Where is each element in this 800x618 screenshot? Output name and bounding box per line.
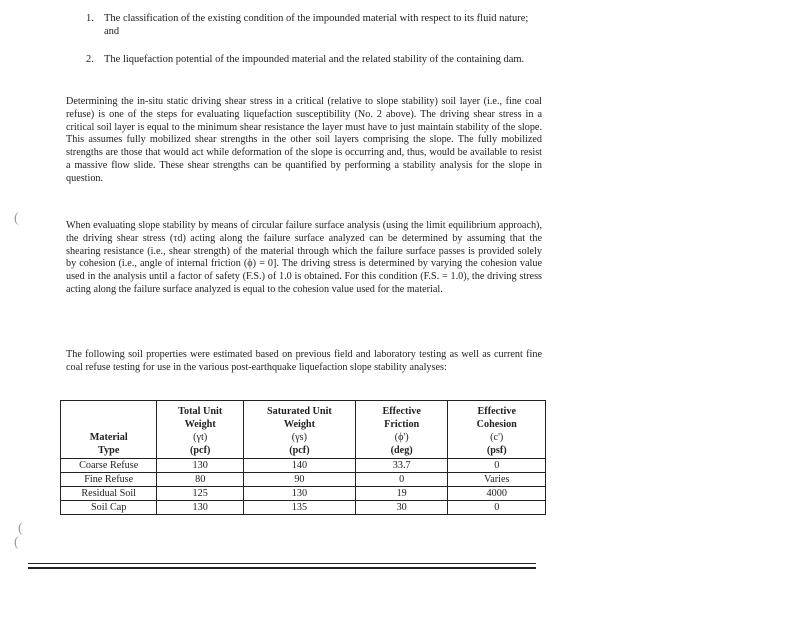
cell-saturated-unit-weight: 140 — [243, 459, 355, 473]
cell-total-unit-weight: 130 — [157, 501, 244, 515]
margin-mark: ( — [14, 211, 19, 226]
table-header-row — [61, 401, 546, 459]
cell-effective-friction: 0 — [355, 473, 448, 487]
footer-rule — [28, 563, 536, 564]
cell-effective-friction: 19 — [355, 487, 448, 501]
footer-rule — [28, 567, 536, 569]
cell-effective-cohesion: 0 — [448, 459, 546, 473]
list-text: The liquefaction potential of the impounded material and the related stability of the containing dam. — [104, 54, 525, 65]
cell-material: Soil Cap — [61, 501, 157, 515]
cell-effective-friction: 33.7 — [355, 459, 448, 473]
cell-total-unit-weight: 130 — [157, 459, 244, 473]
header-effective-cohesion: Effective Cohesion (c') (psf) — [448, 401, 546, 459]
cell-effective-cohesion: 4000 — [448, 487, 546, 501]
soil-properties-table — [60, 400, 546, 515]
list-number: 1. — [86, 13, 94, 24]
header-effective-friction: Effective Friction (ϕ') (deg) — [355, 401, 448, 459]
paragraph-slope-stability: When evaluating slope stability by means of circular failure surface analysis (using the limit equilibrium approach), the driving shear stress (τd) acting along the failure surface analyzed can be determined by assuming that the shearing resistance (i.e., shear strength) of the material through which the failure surface passes is provided solely by cohesion (i.e., angle of internal friction (ϕ) = 0]. The driving stress is determined by varying the cohesion value used in the analysis until a factor of safety (F.S.) of 1.0 is obtained. For this condition (F.S. = 1.0), the driving stress acting along the failure surface analyzed is equal to the cohesion value used for the material. — [66, 220, 542, 295]
header-material-type: Material Type — [61, 401, 157, 459]
cell-material: Fine Refuse — [61, 473, 157, 487]
header-total-unit-weight: Total Unit Weight (γt) (pcf) — [157, 401, 244, 459]
margin-mark: ( — [18, 521, 23, 536]
cell-saturated-unit-weight: 135 — [243, 501, 355, 515]
table-row — [61, 459, 546, 473]
table-row — [61, 501, 546, 515]
cell-material: Residual Soil — [61, 487, 157, 501]
list-number: 2. — [86, 54, 94, 65]
cell-effective-friction: 30 — [355, 501, 448, 515]
list-text: The classification of the existing condition of the impounded material with respect to its fluid nature; and — [104, 13, 529, 37]
header-saturated-unit-weight: Saturated Unit Weight (γs) (pcf) — [243, 401, 355, 459]
paragraph-soil-properties-intro: The following soil properties were estimated based on previous field and laboratory testing as well as current fine coal refuse testing for use in the various post-earthquake liquefaction slope stability analyses: — [66, 349, 542, 373]
cell-total-unit-weight: 80 — [157, 473, 244, 487]
cell-effective-cohesion: Varies — [448, 473, 546, 487]
cell-saturated-unit-weight: 90 — [243, 473, 355, 487]
cell-saturated-unit-weight: 130 — [243, 487, 355, 501]
table-row — [61, 487, 546, 501]
paragraph-driving-shear-stress: Determining the in-situ static driving shear stress in a critical (relative to slope stability) soil layer (i.e., fine coal refuse) is one of the steps for evaluating liquefaction susceptibility (No. 2 above). The driving shear stress in a critical soil layer is equal to the minimum shear resistance the layer must have to just maintain stability of the slope. This assumes fully mobilized shear strengths in the other soil layers comprising the slope. The fully mobilized strengths are those that would act while deformation of the slope is occurring and, thus, would be available to resist a massive flow slide. These shear strengths can be quantified by performing a stability analysis for the slope in question. — [66, 96, 542, 184]
cell-total-unit-weight: 125 — [157, 487, 244, 501]
cell-effective-cohesion: 0 — [448, 501, 546, 515]
cell-material: Coarse Refuse — [61, 459, 157, 473]
table-row — [61, 473, 546, 487]
margin-mark: ( — [14, 535, 19, 550]
